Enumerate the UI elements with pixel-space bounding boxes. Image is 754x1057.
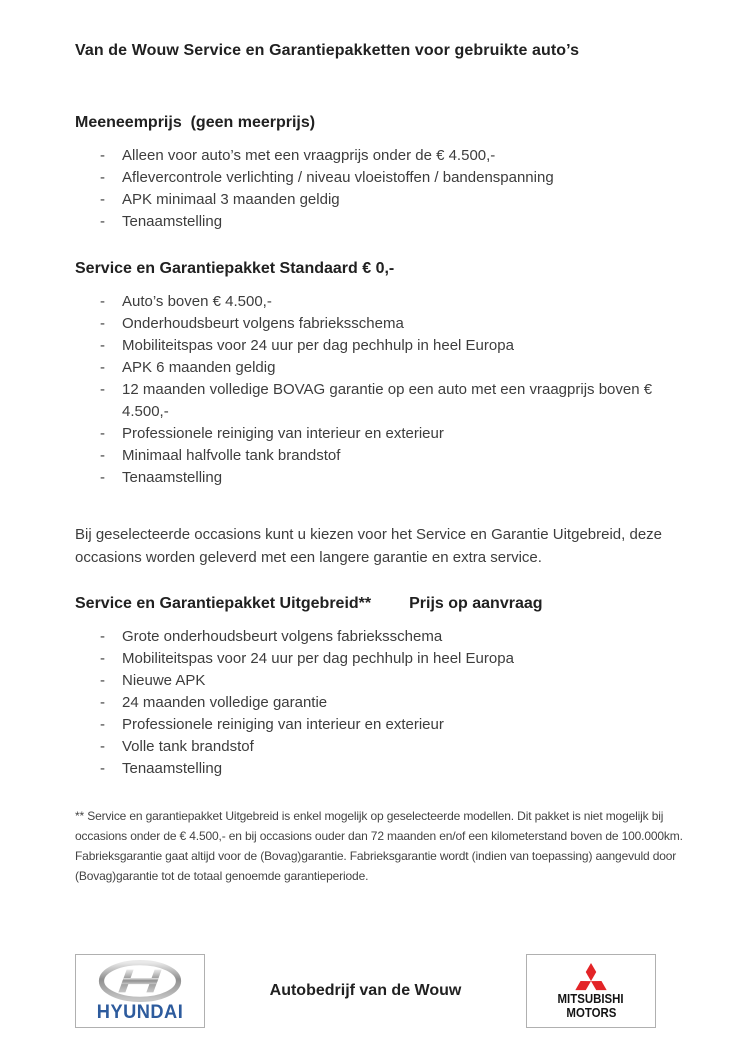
section-standaard (75, 260, 696, 489)
list-item: - Minimaal halfvolle tank brandstof (100, 445, 696, 467)
footer (75, 954, 696, 1028)
hyundai-wordmark: HYUNDAI (96, 1001, 184, 1023)
section-heading-uitgebreid (75, 595, 696, 613)
hyundai-mark-icon (94, 960, 186, 1002)
list-item: - Tenaamstelling (100, 467, 696, 489)
section-heading-meeneemprijs: Meeneemprijs (geen meerprijs) (75, 114, 316, 131)
mitsubishi-logo-box (526, 954, 656, 1028)
list-item: - Auto’s boven € 4.500,- (100, 291, 696, 313)
list-item: - 12 maanden volledige BOVAG garantie op een auto met een vraagprijs boven € 4.500,- (100, 379, 696, 423)
list-item: - Grote onderhoudsbeurt volgens fabrieksschema (100, 626, 696, 648)
list-item: - APK minimaal 3 maanden geldig (100, 189, 696, 211)
hyundai-logo-box (75, 954, 205, 1028)
bullet-list-meeneemprijs (75, 145, 696, 233)
price-on-request-label: Prijs op aanvraag (409, 595, 543, 612)
list-item: - Professionele reiniging van interieur en exterieur (100, 423, 696, 445)
bullet-list-standaard (75, 291, 696, 489)
section-heading-standaard: Service en Garantiepakket Standaard € 0,- (75, 260, 395, 277)
list-item: - Mobiliteitspas voor 24 uur per dag pechhulp in heel Europa (100, 648, 696, 670)
list-item: - Onderhoudsbeurt volgens fabrieksschema (100, 313, 696, 335)
list-item: - Alleen voor auto’s met een vraagprijs onder de € 4.500,- (100, 145, 696, 167)
list-item: - Aflevercontrole verlichting / niveau vloeistoffen / bandenspanning (100, 167, 696, 189)
bullet-list-uitgebreid (75, 626, 696, 780)
section-meeneemprijs (75, 114, 696, 233)
list-item: - Volle tank brandstof (100, 736, 696, 758)
section-uitgebreid (75, 595, 696, 780)
dealer-name: Autobedrijf van de Wouw (269, 982, 462, 999)
mitsubishi-wordmark-line2: MOTORS (565, 1005, 616, 1020)
intro-paragraph: Bij geselecteerde occasions kunt u kiezen voor het Service en Garantie Uitgebreid, deze occasions worden geleverd met een langere garantie en extra service. (75, 526, 662, 566)
uitgebreid-heading-label: Service en Garantiepakket Uitgebreid** (75, 595, 372, 612)
page-title: Van de Wouw Service en Garantiepakketten voor gebruikte auto’s (75, 42, 580, 59)
list-item: - Nieuwe APK (100, 670, 696, 692)
mitsubishi-mark-icon (570, 962, 612, 992)
list-item: - Tenaamstelling (100, 211, 696, 233)
footnote-text: ** Service en garantiepakket Uitgebreid is enkel mogelijk op geselecteerde modellen. Dit pakket is niet mogelijk bij occasions onder de € 4.500,- en bij occasions ouder dan 72 maanden en/of een kilometerstand boven de 100.000km. Fabrieksgarantie gaat altijd voor de (Bovag)garantie. Fabrieksgarantie wordt (indien van toepassing) aangevuld door (Bovag)garantie tot de totaal genoemde garantieperiode. (75, 809, 690, 883)
list-item: - APK 6 maanden geldig (100, 357, 696, 379)
list-item: - Tenaamstelling (100, 758, 696, 780)
list-item: - 24 maanden volledige garantie (100, 692, 696, 714)
list-item: - Professionele reiniging van interieur en exterieur (100, 714, 696, 736)
mitsubishi-wordmark-line1: MITSUBISHI (557, 991, 625, 1006)
list-item: - Mobiliteitspas voor 24 uur per dag pechhulp in heel Europa (100, 335, 696, 357)
